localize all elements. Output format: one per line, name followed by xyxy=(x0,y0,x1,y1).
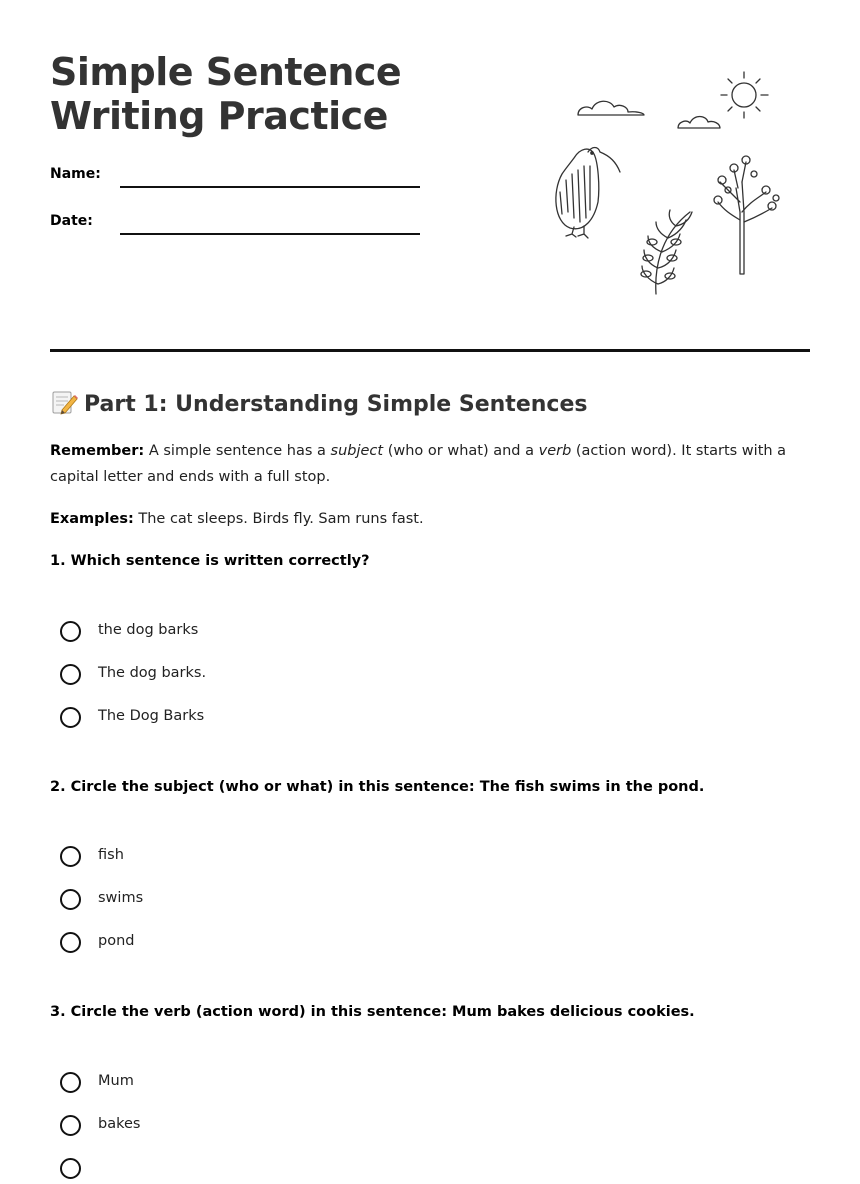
worksheet-title xyxy=(50,50,401,138)
radio-button[interactable] xyxy=(60,664,81,685)
remember-label: Remember: xyxy=(50,443,145,459)
remember-text: (who or what) and a xyxy=(383,443,539,459)
radio-button[interactable] xyxy=(60,1158,81,1179)
option-label: The Dog Barks xyxy=(98,708,205,724)
option-label: the dog barks xyxy=(98,622,199,638)
cloud-icon xyxy=(678,117,720,129)
date-label: Date: xyxy=(50,213,93,229)
title-line-2: Writing Practice xyxy=(50,94,388,138)
subject-term: subject xyxy=(330,443,384,459)
date-field[interactable] xyxy=(50,213,430,243)
tree-icon xyxy=(714,156,779,274)
examples-text: The cat sleeps. Birds fly. Sam runs fast. xyxy=(133,511,424,527)
examples-paragraph xyxy=(50,506,810,532)
nature-illustration xyxy=(540,62,800,302)
name-line[interactable] xyxy=(120,186,420,188)
option-label: Mum xyxy=(98,1073,134,1089)
name-label: Name: xyxy=(50,166,101,182)
remember-paragraph xyxy=(50,438,810,490)
date-line[interactable] xyxy=(120,233,420,235)
option-label: bakes xyxy=(98,1116,141,1132)
radio-button[interactable] xyxy=(60,889,81,910)
remember-text: A simple sentence has a xyxy=(144,443,331,459)
question-2: 2. Circle the subject (who or what) in this sentence: The fish swims in the pond. xyxy=(50,779,705,795)
radio-button[interactable] xyxy=(60,846,81,867)
option-label: swims xyxy=(98,890,144,906)
question-1: 1. Which sentence is written correctly? xyxy=(50,553,370,569)
option-label: fish xyxy=(98,847,124,863)
remember-text: (action word). It starts with a capital letter and ends with a full stop. xyxy=(50,443,787,485)
header-divider xyxy=(50,349,810,352)
title-line-1: Simple Sentence xyxy=(50,50,402,94)
fern-icon xyxy=(641,210,692,294)
cloud-icon xyxy=(578,101,644,115)
part1-heading xyxy=(50,388,587,417)
sun-icon xyxy=(721,72,768,118)
radio-button[interactable] xyxy=(60,621,81,642)
verb-term: verb xyxy=(538,443,572,459)
radio-button[interactable] xyxy=(60,707,81,728)
examples-label: Examples: xyxy=(50,511,134,527)
radio-button[interactable] xyxy=(60,1072,81,1093)
memo-icon xyxy=(50,388,78,416)
option-label: pond xyxy=(98,933,135,949)
option-label: The dog barks. xyxy=(98,665,207,681)
kiwi-bird-icon xyxy=(556,148,620,239)
name-field[interactable] xyxy=(50,166,430,196)
radio-button[interactable] xyxy=(60,1115,81,1136)
part1-title: Part 1: Understanding Simple Sentences xyxy=(84,392,588,417)
radio-button[interactable] xyxy=(60,932,81,953)
question-3: 3. Circle the verb (action word) in this sentence: Mum bakes delicious cookies. xyxy=(50,1004,695,1020)
